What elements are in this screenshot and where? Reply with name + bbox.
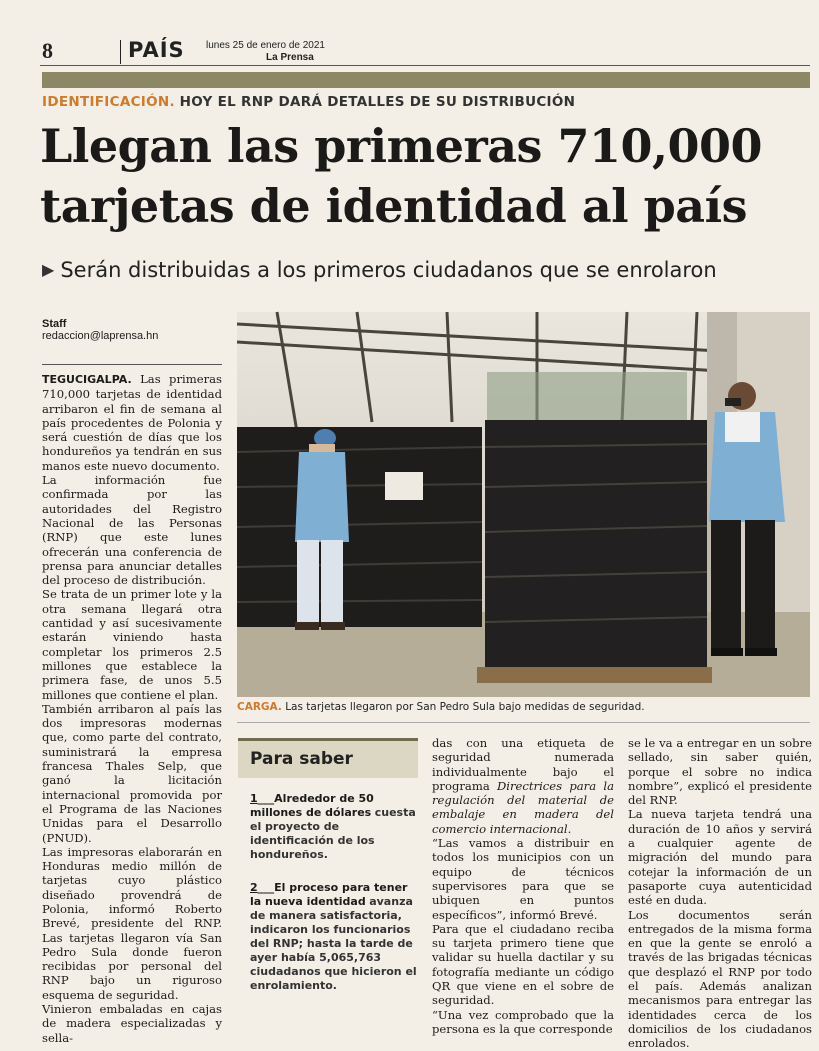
header-divider — [120, 40, 121, 64]
item-body: avanza de manera satisfactoria, indicaron los funcionarios del RNP; hasta la tarde de ayer había 5,065,763 ciudadanos que hicieron el enrolamiento. — [250, 895, 417, 992]
item-number: 2 — [250, 881, 258, 894]
article-paragraph: También arribaron al país las dos impresoras modernas que, como parte del contrato, suministrará la empresa francesa Thales Selp, que ganó la licitación internacional promovida por el Programa de las Naciones Unidas para el Desarrollo (PNUD). — [42, 701, 222, 845]
subheadline-text: Serán distribuidas a los primeros ciudadanos que se enrolaron — [60, 258, 717, 282]
article-paragraph: “Una vez comprobado que la persona es la que corresponde — [432, 1007, 614, 1036]
para-saber-box — [238, 738, 418, 1024]
para-saber-title: Para saber — [250, 749, 353, 769]
triangle-bullet-icon: ▶ — [42, 260, 55, 279]
subheadline — [42, 258, 717, 282]
issue-date: lunes 25 de enero de 2021 — [206, 40, 325, 51]
kicker-text: HOY EL RNP DARÁ DETALLES DE SU DISTRIBUCIÓN — [179, 94, 576, 110]
article-paragraph: Las impresoras elaborarán en Honduras medio millón de tarjetas cuyo plástico diseñado provendrá de Polonia, informó Roberto Brevé, presidente del RNP. Las tarjetas llegaron vía San Pedro Sula donde fueron recibidas por personal del RNP bajo un riguroso esquema de seguridad. — [42, 844, 222, 1002]
article-paragraph: “Las vamos a distribuir en todos los municipios con un equipo de técnicos supervisores para que se ubiquen en puntos específicos”, informó Brevé. — [432, 836, 614, 922]
article-paragraph: TEGUCIGALPA. Las primeras 710,000 tarjetas de identidad arribaron el fin de semana al país procedentes de Polonia y será cuestión de días que los hondureños ya tendrán en sus manos este nuevo documento. — [42, 372, 222, 473]
headline-line-1: Llegan las primeras 710,000 — [40, 119, 763, 173]
item-lead: ___El proceso para tener la nueva identidad — [250, 881, 408, 908]
photo-caption — [237, 701, 810, 713]
caption-text: Las tarjetas llegaron por San Pedro Sula bajo medidas de seguridad. — [285, 701, 645, 713]
kicker-label: IDENTIFICACIÓN. — [42, 94, 175, 110]
caption-rule — [237, 722, 810, 723]
kicker — [42, 94, 575, 110]
caption-label: CARGA. — [237, 701, 282, 713]
byline-author: Staff — [42, 318, 67, 330]
article-paragraph: das con una etiqueta de seguridad numerada individualmente bajo el programa Directrices para la regulación del material de embalaje en madera del comercio internacional. — [432, 736, 614, 836]
section-color-bar — [42, 72, 810, 88]
article-paragraph: La información fue confirmada por las autoridades del Registro Nacional de las Personas (RNP) que este lunes ofrecerán una conferencia de prensa para anunciar detalles del proceso de distribución. — [42, 473, 222, 588]
section-name: PAÍS — [128, 38, 185, 62]
article-paragraph: Para que el ciudadano reciba su tarjeta primero tiene que validar su huella dactilar y su fotografía mediante un código QR que viene en el sobre de seguridad. — [432, 921, 614, 1008]
article-column-1 — [42, 372, 222, 1045]
para-saber-item — [250, 881, 418, 993]
headline — [40, 116, 815, 236]
article-paragraph: Vinieron embaladas en cajas de madera especializadas y sella- — [42, 1002, 222, 1045]
item-number: 1 — [250, 792, 258, 805]
headline-line-2: tarjetas de identidad al país — [40, 179, 747, 233]
page-number: 8 — [42, 38, 53, 63]
header-rule — [40, 65, 810, 66]
item-body: cuesta el proyecto de identificación de los hondureños. — [250, 806, 416, 861]
warehouse-photo-illustration — [237, 312, 810, 697]
article-paragraph: Se trata de un primer lote y la otra semana llegará otra cantidad y así sucesivamente estarán viniendo hasta completar los primeros 2.5 millones que establece la primera fase, de unos 5.5 millones que contiene el plan. — [42, 587, 222, 702]
para-saber-item — [250, 792, 418, 862]
item-lead: ___Alrededor de 50 millones de dólares — [250, 792, 374, 819]
byline-rule — [42, 364, 222, 365]
newspaper-name: La Prensa — [266, 52, 314, 63]
byline-email: redaccion@laprensa.hn — [42, 330, 159, 342]
news-photo — [237, 312, 810, 697]
para-saber-header — [238, 738, 418, 778]
byline — [42, 318, 222, 342]
dateline: TEGUCIGALPA. — [42, 373, 132, 386]
worker-left — [295, 429, 349, 630]
article-column-4 — [628, 736, 812, 1051]
article-paragraph: Los documentos serán entregados de la misma forma en que la gente se enroló a través de las brigadas técnicas que desplazó el RNP por todo el país. Además analizan mecanismos para entregar las identidades cerca de los domicilios de los ciudadanos enrolados. — [628, 907, 812, 1051]
article-paragraph: se le va a entregar en un sobre sellado, sin saber quién, porque el sobre no indica nombre”, explicó el presidente del RNP. — [628, 736, 812, 808]
page-header — [40, 36, 810, 66]
worker-right — [709, 382, 785, 656]
article-column-3 — [432, 736, 614, 1036]
article-paragraph: La nueva tarjeta tendrá una duración de 10 años y servirá a cualquier agente de migración del mundo para cotejar la información de un pasaporte cuya autenticidad esté en duda. — [628, 807, 812, 908]
